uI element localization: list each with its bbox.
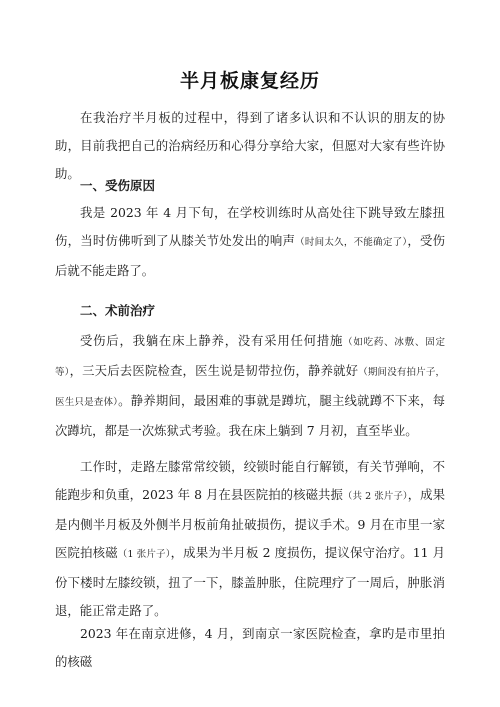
section-heading-preop-treatment: 二、术前治疗	[80, 303, 156, 318]
preop-paragraph-3: 2023 年在南京进修，4 月，到南京一家医院检查，拿旳是市里拍的核磁	[55, 626, 445, 669]
section-heading-injury-cause: 一、受伤原因	[80, 178, 156, 193]
preop-paragraph-2: 工作时，走路左膝常常绞锁，绞锁时能自行解锁，有关节弹响，不能跑步和负重，2023 年 8 月在县医院拍的核磁共振（共 2 张片子），成果是内侧半月板及外侧半月板前角扯破损伤，提议手术。9 月在市里一家医院拍核磁（1 张片子），成果为半月板 2 度损伤，提议保守治疗。11 月份下楼时左膝绞锁，扭了一下，膝盖肿胀，住院理疗了一周后，肿胀消退，能正常走路了。	[55, 459, 446, 618]
paragraph-note: （如吃药、冰敷、固定等）	[55, 337, 445, 378]
paragraph-note: （期间没有拍片子，医生只是查体）	[55, 367, 445, 408]
preop-paragraph-1: 受伤后，我躺在床上静养，没有采用任何措施（如吃药、冰敷、固定等），三天后去医院检查，医生说是韧带拉伤，静养就好（期间没有拍片子，医生只是查体）。静养期间，最困难的事就是蹲坑，腿主线就蹲不下来，每次蹲坑，都是一次炼狱式考验。我在床上躺到 7 月初，直至毕业。	[55, 333, 445, 438]
paragraph-note: （共 2 张片子）	[342, 491, 408, 502]
intro-paragraph: 在我治疗半月板的过程中，得到了诸多认识和不认识的朋友的协助，目前我把自己的治病经历和心得分享给大家，但愿对大家有些许协助。	[55, 110, 445, 181]
injury-cause-paragraph: 我是 2023 年 4 月下旬，在学校训练时从高处往下跳导致左膝扭伤，当时仿佛听到了从膝关节处发出的响声（时间太久，不能确定了），受伤后就不能走路了。	[55, 205, 445, 278]
paragraph-note: （1 张片子）	[117, 549, 171, 560]
paragraph-note: （时间太久，不能确定了）	[295, 237, 408, 248]
document-title: 半月板康复经历	[179, 70, 320, 92]
